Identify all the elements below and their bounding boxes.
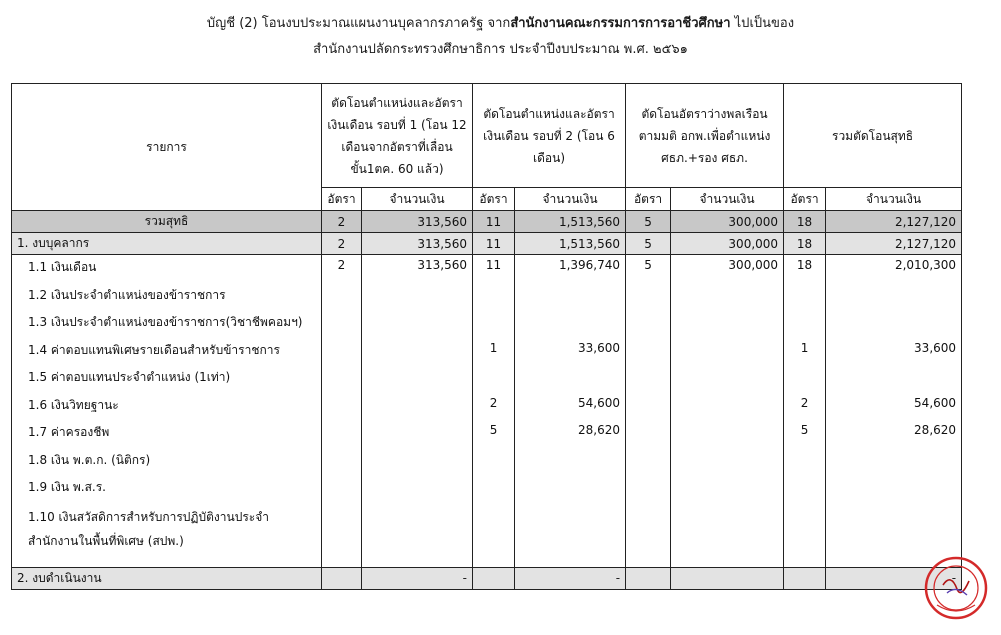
item-rate-4 — [784, 475, 826, 503]
item-rate-4: 2 — [784, 393, 826, 421]
item-rate-2: 2 — [473, 393, 515, 421]
total-amount-3: 300,000 — [671, 211, 784, 233]
operations-amount-4: - — [826, 567, 962, 589]
personnel-rate-2: 11 — [473, 233, 515, 255]
title-bold-part: สำนักงานคณะกรรมการการอาชีวศึกษา — [510, 16, 731, 31]
item-amount-2 — [515, 310, 626, 338]
operations-amount-2: - — [515, 567, 626, 589]
official-seal-stamp — [923, 555, 989, 621]
personnel-rate-3: 5 — [626, 233, 671, 255]
item-label: 1.7 ค่าครองชีพ — [12, 420, 322, 448]
item-rate-3 — [626, 475, 671, 503]
table-row — [12, 420, 962, 448]
item-amount-2 — [515, 448, 626, 476]
item-amount-1 — [362, 338, 473, 366]
item-amount-3: 300,000 — [671, 255, 784, 283]
item-amount-2: 54,600 — [515, 393, 626, 421]
item-amount-1 — [362, 420, 473, 448]
table-row — [12, 475, 962, 503]
item-amount-2 — [515, 365, 626, 393]
item-amount-3 — [671, 283, 784, 311]
personnel-amount-3: 300,000 — [671, 233, 784, 255]
item-amount-3 — [671, 503, 784, 568]
total-amount-4: 2,127,120 — [826, 211, 962, 233]
item-label: 1.8 เงิน พ.ต.ก. (นิติกร) — [12, 448, 322, 476]
subheader-amount: จำนวนเงิน — [362, 188, 473, 211]
subheader-amount: จำนวนเงิน — [515, 188, 626, 211]
operations-rate-1 — [322, 567, 362, 589]
item-rate-2: 1 — [473, 338, 515, 366]
total-row — [12, 211, 962, 233]
item-rate-1 — [322, 420, 362, 448]
total-rate-1: 2 — [322, 211, 362, 233]
table-row — [12, 393, 962, 421]
document-title-line2: สำนักงานปลัดกระทรวงศึกษาธิการ ประจำปีงบประมาณ พ.ศ. ๒๕๖๑ — [313, 42, 688, 57]
personnel-amount-1: 313,560 — [362, 233, 473, 255]
personnel-row — [12, 233, 962, 255]
table-row — [12, 338, 962, 366]
item-amount-1 — [362, 310, 473, 338]
column-group-net-total: รวมตัดโอนสุทธิ — [784, 84, 962, 188]
table-row — [12, 365, 962, 393]
personnel-amount-4: 2,127,120 — [826, 233, 962, 255]
column-header-item: รายการ — [12, 84, 322, 211]
item-amount-2: 28,620 — [515, 420, 626, 448]
total-rate-3: 5 — [626, 211, 671, 233]
item-rate-2 — [473, 283, 515, 311]
item-rate-4: 18 — [784, 255, 826, 283]
item-amount-4 — [826, 283, 962, 311]
item-rate-1 — [322, 365, 362, 393]
item-amount-1 — [362, 393, 473, 421]
item-label: 1.2 เงินประจำตำแหน่งของข้าราชการ — [12, 283, 322, 311]
operations-rate-2 — [473, 567, 515, 589]
item-amount-2: 33,600 — [515, 338, 626, 366]
item-amount-3 — [671, 475, 784, 503]
item-rows — [12, 255, 962, 568]
item-rate-4 — [784, 283, 826, 311]
item-rate-3 — [626, 420, 671, 448]
item-amount-2 — [515, 475, 626, 503]
total-amount-2: 1,513,560 — [515, 211, 626, 233]
item-amount-4: 54,600 — [826, 393, 962, 421]
item-amount-1 — [362, 475, 473, 503]
item-rate-2: 5 — [473, 420, 515, 448]
table-row — [12, 503, 962, 568]
item-rate-2 — [473, 310, 515, 338]
item-amount-3 — [671, 393, 784, 421]
item-amount-3 — [671, 365, 784, 393]
table-row — [12, 310, 962, 338]
item-label: 1.10 เงินสวัสดิการสำหรับการปฏิบัติงานประจำสำนักงานในพื้นที่พิเศษ (สปพ.) — [12, 503, 322, 568]
item-amount-4 — [826, 475, 962, 503]
item-amount-3 — [671, 338, 784, 366]
item-amount-4 — [826, 448, 962, 476]
item-rate-4 — [784, 448, 826, 476]
item-rate-1 — [322, 448, 362, 476]
total-rate-2: 11 — [473, 211, 515, 233]
personnel-rate-4: 18 — [784, 233, 826, 255]
item-amount-4 — [826, 365, 962, 393]
item-rate-4 — [784, 310, 826, 338]
item-rate-2 — [473, 475, 515, 503]
total-label: รวมสุทธิ — [12, 211, 322, 233]
item-rate-2 — [473, 365, 515, 393]
item-label: 1.4 ค่าตอบแทนพิเศษรายเดือนสำหรับข้าราชการ — [12, 338, 322, 366]
item-amount-1 — [362, 503, 473, 568]
item-amount-1 — [362, 283, 473, 311]
personnel-rate-1: 2 — [322, 233, 362, 255]
item-rate-1 — [322, 310, 362, 338]
table-row — [12, 255, 962, 283]
item-rate-3 — [626, 283, 671, 311]
item-rate-1 — [322, 338, 362, 366]
budget-transfer-table — [11, 83, 962, 590]
personnel-amount-2: 1,513,560 — [515, 233, 626, 255]
personnel-label: 1. งบบุคลากร — [12, 233, 322, 255]
subheader-amount: จำนวนเงิน — [826, 188, 962, 211]
item-rate-3 — [626, 338, 671, 366]
item-amount-2: 1,396,740 — [515, 255, 626, 283]
item-label: 1.3 เงินประจำตำแหน่งของข้าราชการ(วิชาชีพคอมฯ) — [12, 310, 322, 338]
column-group-vacant: ตัดโอนอัตราว่างพลเรือน ตามมติ อกพ.เพื่อตำแหน่ง ศธภ.+รอง ศธภ. — [626, 84, 784, 188]
item-rate-1 — [322, 283, 362, 311]
item-amount-2 — [515, 503, 626, 568]
item-rate-4: 5 — [784, 420, 826, 448]
subheader-rate: อัตรา — [626, 188, 671, 211]
item-amount-4 — [826, 310, 962, 338]
total-amount-1: 313,560 — [362, 211, 473, 233]
subheader-rate: อัตรา — [784, 188, 826, 211]
item-rate-4 — [784, 503, 826, 568]
subheader-amount: จำนวนเงิน — [671, 188, 784, 211]
item-rate-4 — [784, 365, 826, 393]
column-group-round2: ตัดโอนตำแหน่งและอัตราเงินเดือน รอบที่ 2 (โอน 6 เดือน) — [473, 84, 626, 188]
table-row — [12, 283, 962, 311]
item-amount-4: 2,010,300 — [826, 255, 962, 283]
item-rate-3 — [626, 503, 671, 568]
item-label: 1.1 เงินเดือน — [12, 255, 322, 283]
item-rate-1: 2 — [322, 255, 362, 283]
item-amount-1 — [362, 365, 473, 393]
table-row — [12, 448, 962, 476]
operations-amount-3 — [671, 567, 784, 589]
item-rate-3 — [626, 365, 671, 393]
item-rate-3 — [626, 310, 671, 338]
item-label: 1.9 เงิน พ.ส.ร. — [12, 475, 322, 503]
item-rate-2: 11 — [473, 255, 515, 283]
item-amount-3 — [671, 310, 784, 338]
item-label: 1.6 เงินวิทยฐานะ — [12, 393, 322, 421]
operations-row — [12, 567, 962, 589]
operations-label: 2. งบดำเนินงาน — [12, 567, 322, 589]
item-rate-2 — [473, 448, 515, 476]
item-amount-3 — [671, 448, 784, 476]
item-rate-3 — [626, 393, 671, 421]
item-rate-1 — [322, 393, 362, 421]
item-amount-1 — [362, 448, 473, 476]
item-amount-2 — [515, 283, 626, 311]
operations-rate-3 — [626, 567, 671, 589]
operations-amount-1: - — [362, 567, 473, 589]
item-label: 1.5 ค่าตอบแทนประจำตำแหน่ง (1เท่า) — [12, 365, 322, 393]
total-rate-4: 18 — [784, 211, 826, 233]
column-group-round1: ตัดโอนตำแหน่งและอัตราเงินเดือน รอบที่ 1 (โอน 12 เดือนจากอัตราที่เลื่อนขั้น1ตค. 60 แล้ว) — [322, 84, 473, 188]
item-rate-3: 5 — [626, 255, 671, 283]
item-rate-1 — [322, 475, 362, 503]
operations-rate-4 — [784, 567, 826, 589]
subheader-rate: อัตรา — [322, 188, 362, 211]
document-title-line1: บัญชี (2) โอนงบประมาณแผนงานบุคลากรภาครัฐ จากสำนักงานคณะกรรมการการอาชีวศึกษา ไปเป็นของ — [206, 16, 795, 31]
subheader-rate: อัตรา — [473, 188, 515, 211]
item-rate-4: 1 — [784, 338, 826, 366]
item-amount-4: 33,600 — [826, 338, 962, 366]
item-rate-3 — [626, 448, 671, 476]
item-amount-1: 313,560 — [362, 255, 473, 283]
item-amount-4: 28,620 — [826, 420, 962, 448]
item-rate-1 — [322, 503, 362, 568]
item-rate-2 — [473, 503, 515, 568]
item-amount-3 — [671, 420, 784, 448]
